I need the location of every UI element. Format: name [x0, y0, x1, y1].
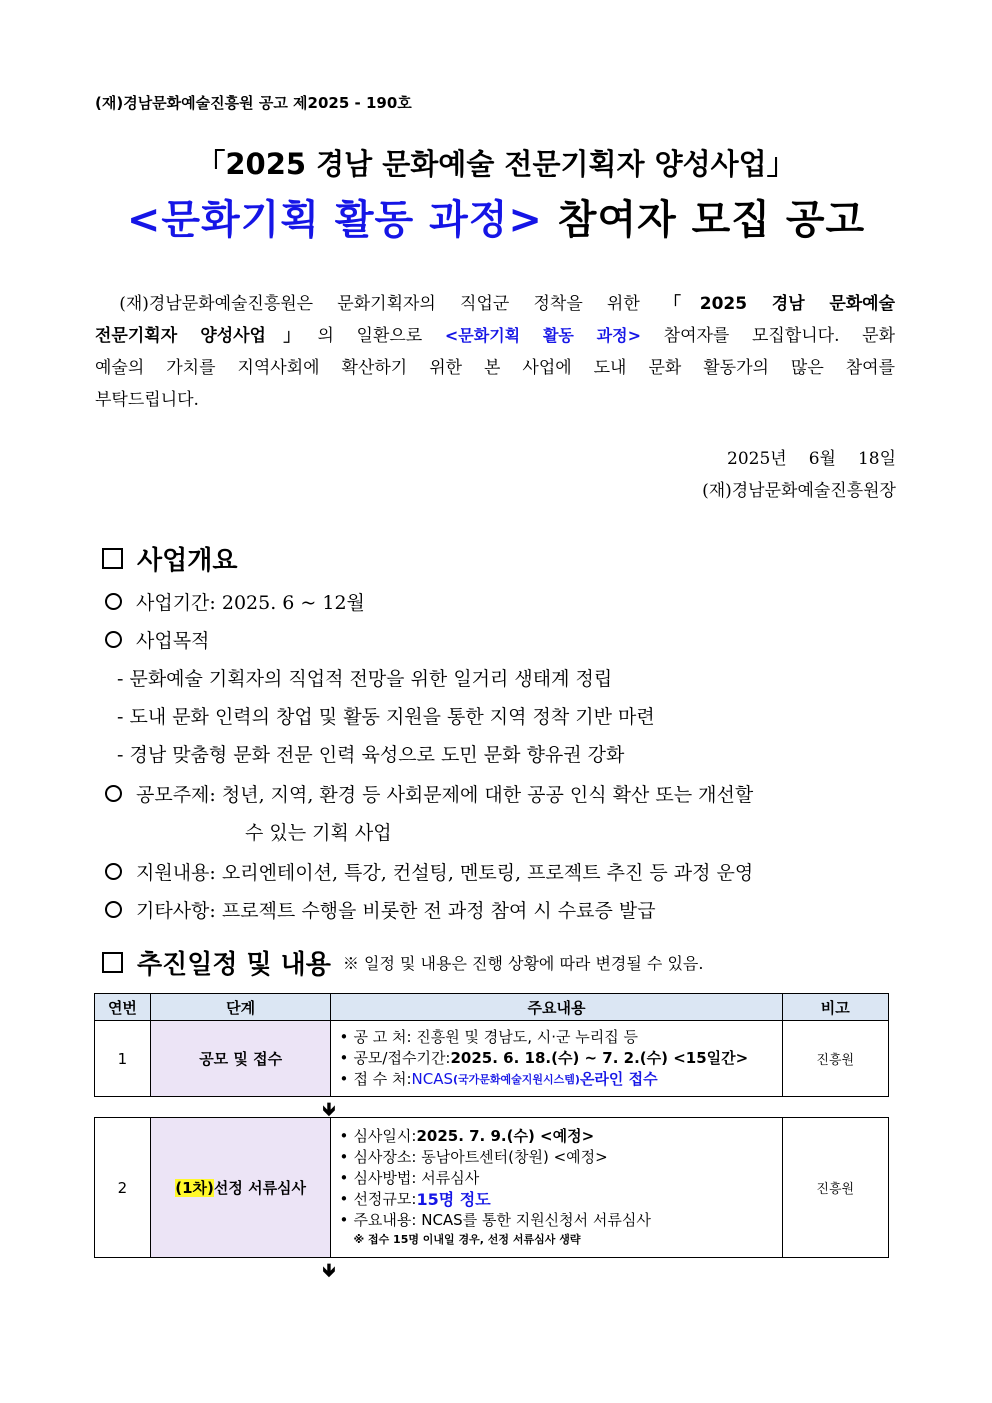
circle-bullet-icon [105, 901, 122, 918]
section-schedule-heading: 추진일정 및 내용 ※ 일정 및 내용은 진행 상황에 따라 변경될 수 있음. [102, 944, 703, 981]
checkbox-square-icon [102, 952, 123, 973]
header-no: 연번 [95, 994, 151, 1021]
notice-number: (재)경남문화예술진흥원 공고 제2025 - 190호 [95, 94, 412, 112]
page-title-line1: 「2025 경남 문화예술 전문기획자 양성사업」 [196, 147, 796, 181]
row-step: (1차)선정 서류심사 [150, 1118, 331, 1258]
page-title-line2 [0, 188, 992, 245]
checkbox-square-icon [102, 548, 123, 569]
overview-theme: 공모주제: 청년, 지역, 환경 등 사회문제에 대한 공공 인식 확산 또는 개선할 [105, 780, 753, 807]
row-remark: 진흥원 [782, 1118, 889, 1258]
purpose-item-2: - 도내 문화 인력의 창업 및 활동 지원을 통한 지역 정착 기반 마련 [117, 706, 655, 728]
table-header-row [95, 994, 889, 1021]
overview-theme-cont: 수 있는 기획 사업 [245, 822, 392, 844]
schedule-note: ※ 일정 및 내용은 진행 상황에 따라 변경될 수 있음. [342, 954, 704, 973]
overview-etc: 기타사항: 프로젝트 수행을 비롯한 전 과정 참여 시 수료증 발급 [105, 896, 656, 923]
arrow-row [95, 1097, 889, 1118]
row-remark: 진흥원 [782, 1021, 889, 1097]
intro-line-3: 예술의 가치를 지역사회에 확산하기 위한 본 사업에 도내 문화 활동가의 많은 참여를 [95, 358, 895, 378]
notice-date: 2025년 6월 18일 [727, 449, 896, 469]
title-suffix: 참여자 모집 공고 [542, 197, 866, 243]
circle-bullet-icon [105, 631, 122, 648]
intro-line-2: 전문기획자 양성사업」의 일환으로 <문화기획 활동 과정> 참여자를 모집합니다. 문화 [95, 326, 896, 346]
header-remark: 비고 [782, 994, 889, 1021]
intro-paragraph [95, 288, 895, 416]
circle-bullet-icon [105, 785, 122, 802]
overview-period: 사업기간: 2025. 6 ~ 12월 [105, 588, 365, 615]
schedule-table [94, 993, 889, 1281]
intro-line-4: 부탁드립니다. [95, 390, 199, 410]
circle-bullet-icon [105, 593, 122, 610]
table-row [95, 1021, 889, 1097]
row-no: 1 [95, 1021, 151, 1097]
down-arrow-icon: 🡻 [322, 1099, 336, 1120]
overview-support: 지원내용: 오리엔테이션, 특강, 컨설팅, 멘토링, 프로젝트 추진 등 과정 운영 [105, 858, 753, 885]
section-overview-heading: 사업개요 [102, 540, 237, 577]
purpose-item-1: - 문화예술 기획자의 직업적 전망을 위한 일거리 생태계 정립 [117, 668, 613, 690]
row-content: • 공 고 처: 진흥원 및 경남도, 시·군 누리집 등 • 공모/접수기간: 2025. 6. 18.(수) ~ 7. 2.(수) <15일간> • 접 수 처: NCAS (국가문화예술지원시스템) 온라인 접수 [331, 1021, 782, 1097]
row-step: 공모 및 접수 [150, 1021, 331, 1097]
down-arrow-icon: 🡻 [322, 1260, 336, 1281]
purpose-item-3: - 경남 맞춤형 문화 전문 인력 육성으로 도민 문화 향유권 강화 [117, 744, 625, 766]
circle-bullet-icon [105, 863, 122, 880]
header-content: 주요내용 [331, 994, 782, 1021]
row-note: ※ 접수 15명 이내일 경우, 선정 서류심사 생략 [353, 1233, 581, 1246]
signer: (재)경남문화예술진흥원장 [702, 481, 896, 501]
row-content: • 심사일시: 2025. 7. 9.(수) <예정> • 심사장소: 동남아트센터(창원) <예정> • 심사방법: 서류심사 • 선정규모: 15명 정도 • 주요내용: NCAS를 통한 지원신청서 서류심사 ※ 접수 15명 이내일 경우, 선정 서류심사 생략 [331, 1118, 782, 1258]
table-row [95, 1118, 889, 1258]
program-name: <문화기획 활동 과정> [126, 197, 543, 243]
overview-purpose: 사업목적 [105, 626, 209, 653]
intro-line-1: (재)경남문화예술진흥원은 문화기획자의 직업군 정착을 위한 「2025 경남 문화예술 [119, 294, 896, 314]
header-step: 단계 [150, 994, 331, 1021]
row-no: 2 [95, 1118, 151, 1258]
arrow-row [95, 1258, 889, 1279]
